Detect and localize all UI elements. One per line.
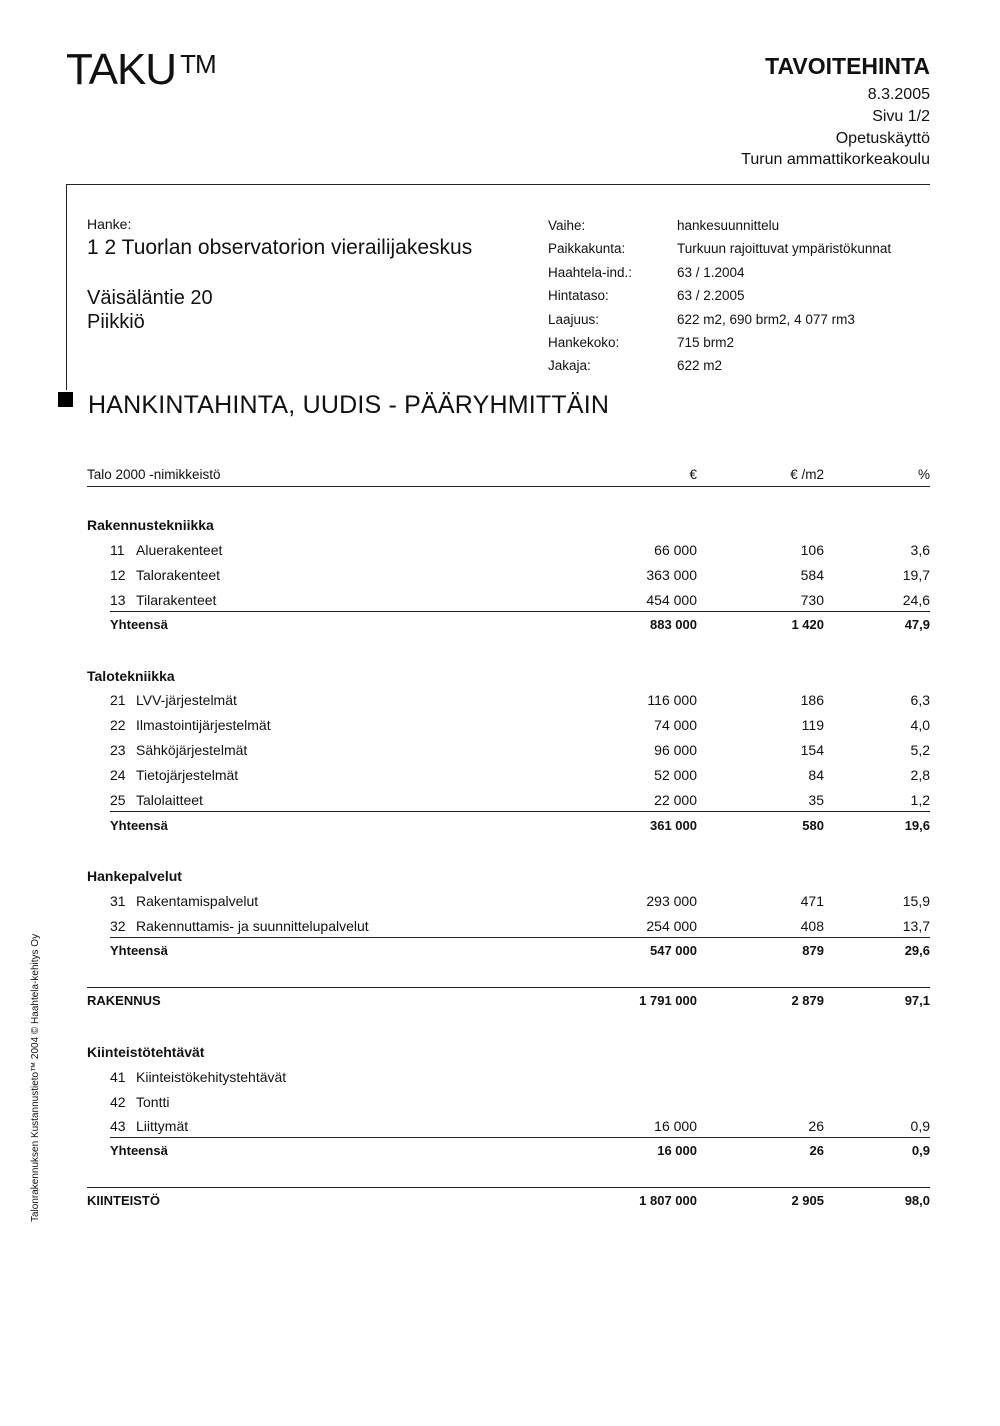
- row-pct: 6,3: [910, 692, 930, 708]
- subtotal-pct: 47,9: [904, 617, 930, 632]
- row-pct: 0,9: [910, 1118, 930, 1134]
- table-row: [0, 692, 1000, 717]
- row-eur-m2: 35: [808, 792, 824, 808]
- subtotal-eur: 883 000: [650, 617, 697, 632]
- column-header-name: Talo 2000 -nimikkeistö: [87, 467, 221, 482]
- row-name: Tilarakenteet: [136, 592, 217, 608]
- meta-value: 63 / 1.2004: [677, 264, 745, 280]
- total-row-rakennus: [0, 993, 1000, 1018]
- meta-key: Haahtela-ind.:: [548, 264, 633, 280]
- row-eur: 116 000: [647, 692, 697, 708]
- row-code: 43: [110, 1118, 126, 1134]
- row-pct: 5,2: [910, 742, 930, 758]
- meta-values: [677, 214, 891, 378]
- group-title: Talotekniikka: [87, 668, 175, 684]
- table-row: [0, 542, 1000, 567]
- row-eur-m2: 84: [808, 767, 824, 783]
- subtotal-eur: 16 000: [657, 1143, 697, 1158]
- group-title: Hankepalvelut: [87, 868, 182, 884]
- meta-key: Laajuus:: [548, 311, 600, 327]
- subtotal-eur-m2: 580: [802, 818, 824, 833]
- row-eur-m2: 730: [800, 592, 824, 608]
- meta-key: Vaihe:: [548, 218, 586, 233]
- subtotal-label: Yhteensä: [110, 1143, 168, 1158]
- row-pct: 24,6: [902, 592, 930, 608]
- total-pct: 97,1: [904, 993, 930, 1008]
- meta-key: Hankekoko:: [548, 335, 620, 351]
- subtotal-row: [0, 617, 1000, 642]
- section-marker: [58, 392, 73, 407]
- table-row: [0, 792, 1000, 817]
- row-eur-m2: 106: [800, 542, 824, 558]
- total-rule: [87, 987, 930, 988]
- row-code: 25: [110, 792, 126, 808]
- total-eur: 1 807 000: [639, 1193, 697, 1208]
- meta-value: Turkuun rajoittuvat ympäristökunnat: [677, 241, 892, 257]
- table-row: [0, 918, 1000, 943]
- table-row: [0, 742, 1000, 767]
- table-row: [0, 567, 1000, 592]
- table-row: [0, 1094, 1000, 1119]
- subtotal-eur-m2: 879: [802, 943, 824, 958]
- header-divider: [66, 184, 930, 185]
- total-label: KIINTEISTÖ: [87, 1193, 160, 1208]
- row-name: Talolaitteet: [136, 792, 203, 808]
- subtotal-rule: [110, 611, 930, 612]
- row-name: Sähköjärjestelmät: [136, 742, 248, 758]
- subtotal-row: [0, 1143, 1000, 1168]
- row-eur: 293 000: [646, 893, 697, 909]
- meta-keys: [548, 214, 632, 378]
- subtotal-eur-m2: 26: [809, 1143, 824, 1158]
- header-info: [741, 54, 930, 173]
- subtotal-row: [0, 818, 1000, 843]
- column-header-eur-m2: € /m2: [790, 467, 824, 482]
- subtotal-label: Yhteensä: [110, 617, 168, 632]
- row-pct: 4,0: [910, 717, 930, 733]
- subtotal-eur: 361 000: [650, 818, 697, 833]
- row-eur: 52 000: [654, 767, 697, 783]
- row-eur-m2: 26: [808, 1118, 824, 1134]
- row-name: Liittymät: [136, 1118, 189, 1134]
- total-pct: 98,0: [904, 1193, 930, 1208]
- project-label: Hanke:: [87, 216, 132, 232]
- table-row: [0, 1069, 1000, 1094]
- meta-key: Hintataso:: [548, 288, 609, 304]
- brand-tm: TM: [180, 49, 216, 79]
- row-pct: 13,7: [902, 918, 930, 934]
- table-row: [0, 717, 1000, 742]
- row-code: 23: [110, 742, 126, 758]
- row-name: Ilmastointijärjestelmät: [136, 717, 271, 733]
- copyright-side-text: Talonrakennuksen Kustannustieto™ 2004 © Haahtela-kehitys Oy: [30, 933, 41, 1222]
- table-row: [0, 592, 1000, 617]
- address-street: Väisäläntie 20: [87, 287, 213, 309]
- project-name: 1 2 Tuorlan observatorion vierailijakeskus: [87, 236, 473, 259]
- row-name: Talorakenteet: [136, 567, 221, 583]
- row-pct: 1,2: [910, 792, 930, 808]
- row-eur-m2: 186: [800, 692, 824, 708]
- total-row-kiinteisto: [0, 1193, 1000, 1218]
- subtotal-rule: [110, 1137, 930, 1138]
- row-eur-m2: 584: [800, 567, 824, 583]
- subtotal-pct: 29,6: [904, 943, 930, 958]
- row-eur: 74 000: [654, 717, 697, 733]
- row-eur-m2: 471: [800, 893, 824, 909]
- row-eur: 22 000: [654, 792, 697, 808]
- doc-title: TAVOITEHINTA: [765, 53, 930, 79]
- row-name: Tontti: [136, 1094, 170, 1110]
- row-name: Rakennuttamis- ja suunnittelupalvelut: [136, 918, 369, 934]
- row-eur: 16 000: [654, 1118, 697, 1134]
- row-pct: 19,7: [902, 567, 930, 583]
- group-title: Rakennustekniikka: [87, 517, 214, 533]
- meta-value: 63 / 2.2005: [677, 288, 745, 304]
- row-code: 12: [110, 567, 126, 583]
- subtotal-eur-m2: 1 420: [791, 617, 824, 632]
- row-name: Kiinteistökehitystehtävät: [136, 1069, 287, 1085]
- row-eur-m2: 154: [800, 742, 824, 758]
- header-rule: [87, 486, 930, 487]
- doc-date: 8.3.2005: [867, 85, 930, 103]
- row-code: 41: [110, 1069, 126, 1085]
- meta-key: Paikkakunta:: [548, 241, 626, 257]
- row-code: 22: [110, 717, 126, 733]
- usage-note: Opetuskäyttö: [835, 129, 930, 147]
- row-name: Tietojärjestelmät: [136, 767, 239, 783]
- subtotal-rule: [110, 811, 930, 812]
- row-name: Aluerakenteet: [136, 542, 223, 558]
- row-code: 31: [110, 893, 126, 909]
- subtotal-rule: [110, 937, 930, 938]
- row-pct: 15,9: [902, 893, 930, 909]
- subtotal-row: [0, 943, 1000, 968]
- meta-value: 622 m2, 690 brm2, 4 077 rm3: [677, 311, 855, 327]
- row-code: 24: [110, 767, 126, 783]
- project-address: [87, 286, 213, 334]
- meta-value: 622 m2: [677, 358, 723, 374]
- row-eur: 96 000: [654, 742, 697, 758]
- column-header-pct: %: [917, 467, 930, 482]
- row-eur-m2: 119: [801, 717, 824, 733]
- row-name: LVV-järjestelmät: [136, 692, 237, 708]
- row-name: Rakentamispalvelut: [136, 893, 259, 909]
- row-code: 13: [110, 592, 126, 608]
- row-eur-m2: 408: [800, 918, 824, 934]
- subtotal-pct: 0,9: [911, 1143, 930, 1158]
- section-title: HANKINTAHINTA, UUDIS - PÄÄRYHMITTÄIN: [88, 391, 610, 419]
- row-code: 32: [110, 918, 126, 934]
- meta-value: 715 brm2: [677, 335, 735, 351]
- address-city: Piikkiö: [87, 311, 145, 333]
- brand-name: TAKU: [66, 45, 177, 94]
- group-title: Kiinteistötehtävät: [87, 1044, 205, 1060]
- total-eur: 1 791 000: [639, 993, 697, 1008]
- column-header-eur: €: [689, 467, 697, 482]
- table-row: [0, 893, 1000, 918]
- table-row: [0, 1118, 1000, 1143]
- subtotal-label: Yhteensä: [110, 818, 168, 833]
- row-eur: 254 000: [646, 918, 697, 934]
- row-eur: 454 000: [646, 592, 697, 608]
- meta-value: hankesuunnittelu: [677, 218, 780, 233]
- meta-key: Jakaja:: [548, 358, 591, 374]
- row-pct: 3,6: [910, 542, 930, 558]
- table-row: [0, 767, 1000, 792]
- total-eur-m2: 2 879: [791, 993, 824, 1008]
- subtotal-label: Yhteensä: [110, 943, 168, 958]
- subtotal-eur: 547 000: [650, 943, 697, 958]
- brand-logo: [66, 45, 216, 94]
- page-number: Sivu 1/2: [872, 107, 930, 125]
- row-pct: 2,8: [910, 767, 930, 783]
- row-code: 21: [110, 692, 126, 708]
- total-rule: [87, 1187, 930, 1188]
- organization: Turun ammattikorkeakoulu: [741, 151, 930, 169]
- left-border: [66, 184, 67, 390]
- total-eur-m2: 2 905: [791, 1193, 824, 1208]
- subtotal-pct: 19,6: [904, 818, 930, 833]
- row-code: 11: [110, 542, 125, 558]
- total-label: RAKENNUS: [87, 993, 161, 1008]
- row-eur: 66 000: [654, 542, 697, 558]
- row-eur: 363 000: [646, 567, 697, 583]
- row-code: 42: [110, 1094, 126, 1110]
